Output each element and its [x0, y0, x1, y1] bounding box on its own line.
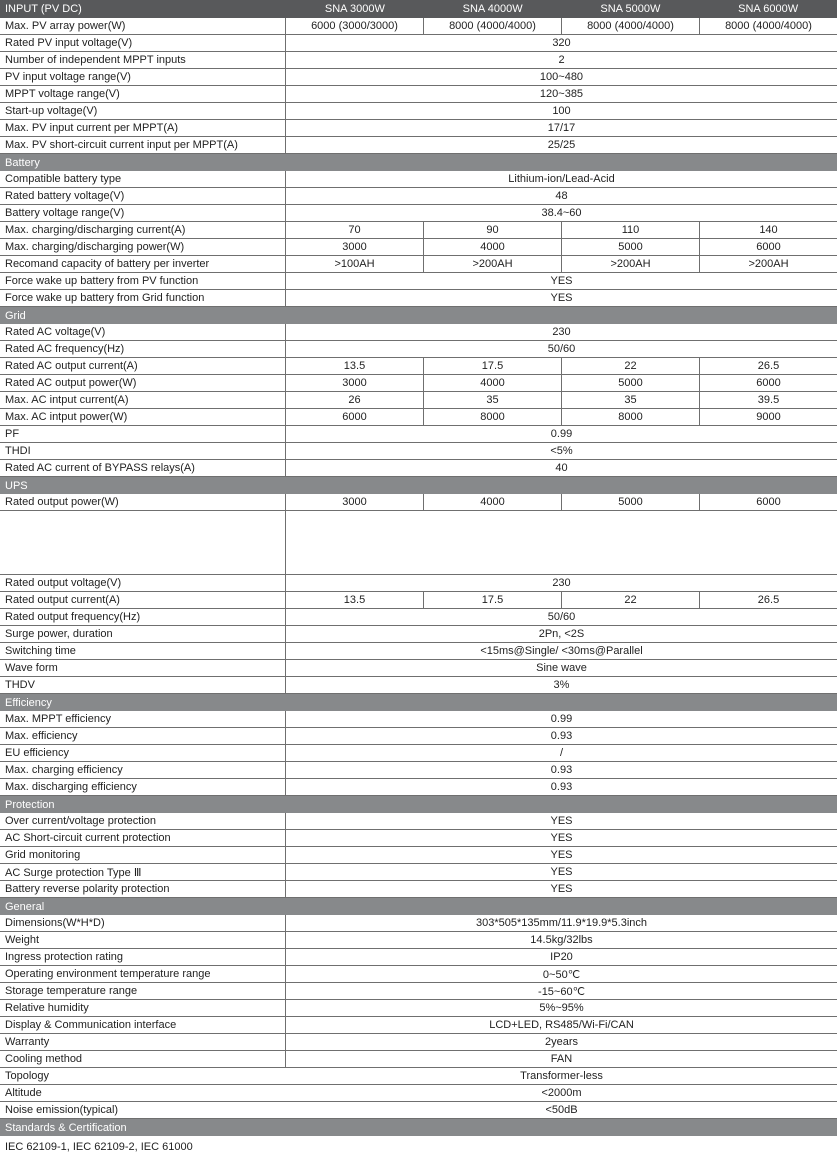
cell-value: 5%~95%	[539, 1002, 584, 1014]
cell-value: 22	[562, 592, 700, 608]
cell-value: 0.99	[550, 428, 573, 440]
cell-value: 50/60	[547, 343, 576, 355]
cell-value: 0~50℃	[542, 968, 581, 981]
cell-value: IP20	[550, 951, 573, 963]
table-row	[0, 358, 837, 375]
cell-value: 9000	[756, 411, 781, 423]
row-values	[286, 626, 837, 642]
cell-value: 6000 (3000/3000)	[286, 18, 424, 34]
cell-value: 2Pn, <2S	[538, 628, 585, 640]
cell-value: 8000	[424, 409, 562, 425]
cell-value: YES	[550, 849, 573, 861]
row-label: Weight	[0, 932, 286, 948]
row-label: Rated AC current of BYPASS relays(A)	[0, 460, 286, 476]
row-values	[286, 341, 837, 357]
row-label: Battery reverse polarity protection	[0, 881, 286, 897]
row-label: Wave form	[0, 660, 286, 676]
column-header-sna-4000w: SNA 4000W	[462, 3, 523, 15]
row-label: PV input voltage range(V)	[0, 69, 286, 85]
table-row	[0, 779, 837, 796]
row-values	[286, 711, 837, 727]
row-label: Compatible battery type	[0, 171, 286, 187]
table-row	[0, 1102, 837, 1119]
table-row	[0, 120, 837, 137]
cell-value: 14.5kg/32lbs	[530, 934, 593, 946]
table-row	[0, 171, 837, 188]
row-label: Max. PV array power(W)	[0, 18, 286, 34]
cell-value: 39.5	[757, 394, 780, 406]
row-values	[286, 1000, 837, 1016]
row-values	[286, 779, 837, 795]
cell-value: 230	[552, 577, 571, 589]
cell-value: 70	[286, 222, 424, 238]
cell-value: 0.99	[550, 713, 573, 725]
table-row	[0, 460, 837, 477]
row-label: Storage temperature range	[0, 983, 286, 999]
row-label: Dimensions(W*H*D)	[0, 915, 286, 931]
row-label: Rated AC voltage(V)	[0, 324, 286, 340]
row-values	[286, 137, 837, 153]
cell-value: >200AH	[562, 256, 700, 272]
row-values	[286, 35, 837, 51]
cell-value: 0.93	[550, 730, 573, 742]
row-values	[286, 1085, 837, 1101]
cell-value: 35	[424, 392, 562, 408]
table-row	[0, 932, 837, 949]
table-row	[0, 864, 837, 881]
row-values	[286, 660, 837, 676]
section-header: Standards & Certification	[0, 1119, 837, 1136]
row-label: Rated output current(A)	[0, 592, 286, 608]
table-row	[0, 273, 837, 290]
cell-value: 6000	[286, 409, 424, 425]
row-values	[286, 188, 837, 204]
cell-value: 8000 (4000/4000)	[424, 18, 562, 34]
table-row	[0, 239, 837, 256]
table-row	[0, 443, 837, 460]
cell-value: <15ms@Single/ <30ms@Parallel	[480, 645, 643, 657]
row-values	[286, 915, 837, 931]
row-values	[286, 592, 837, 608]
row-values	[286, 52, 837, 68]
row-values	[286, 460, 837, 476]
table-row	[0, 52, 837, 69]
cell-value: /	[559, 747, 564, 759]
table-header-row	[0, 0, 837, 18]
cell-value	[286, 511, 837, 574]
row-values	[286, 256, 837, 272]
row-label: Relative humidity	[0, 1000, 286, 1016]
row-values	[286, 120, 837, 136]
row-label: Rated AC output current(A)	[0, 358, 286, 374]
row-values	[286, 575, 837, 591]
cell-value: 17/17	[547, 122, 576, 134]
cell-value: 48	[555, 190, 568, 202]
table-row	[0, 494, 837, 511]
row-values	[286, 69, 837, 85]
row-label: Display & Communication interface	[0, 1017, 286, 1033]
cell-value: Transformer-less	[520, 1070, 603, 1082]
row-values	[286, 1034, 837, 1050]
table-row	[0, 137, 837, 154]
cell-value: 4000	[424, 375, 562, 391]
cell-value: LCD+LED, RS485/Wi-Fi/CAN	[489, 1019, 634, 1031]
cell-value: 3000	[286, 375, 424, 391]
cell-value: 4000	[424, 494, 562, 510]
row-label: AC Short-circuit current protection	[0, 830, 286, 846]
table-row	[0, 426, 837, 443]
row-values	[286, 324, 837, 340]
row-label: Rated output frequency(Hz)	[0, 609, 286, 625]
table-row	[0, 626, 837, 643]
table-row	[0, 643, 837, 660]
row-label: Topology	[5, 1070, 50, 1082]
row-label: Max. PV input current per MPPT(A)	[0, 120, 286, 136]
row-label: Altitude	[5, 1087, 42, 1099]
cell-value: 8000	[562, 409, 700, 425]
row-values	[286, 392, 837, 408]
column-header-sna-5000w: SNA 5000W	[600, 3, 661, 15]
table-row	[0, 592, 837, 609]
cell-value: YES	[550, 883, 573, 895]
table-row	[0, 205, 837, 222]
row-values	[286, 86, 837, 102]
row-values	[286, 1017, 837, 1033]
cell-value: -15~60℃	[538, 985, 585, 998]
table-row	[0, 1068, 837, 1085]
row-values	[286, 881, 837, 897]
table-row	[0, 392, 837, 409]
row-values	[286, 677, 837, 693]
table-row	[0, 949, 837, 966]
cell-value: 26.5	[757, 360, 780, 372]
cell-value: YES	[550, 866, 573, 878]
table-row	[0, 1034, 837, 1051]
row-label: Warranty	[0, 1034, 286, 1050]
row-values	[286, 847, 837, 863]
cell-value: YES	[550, 275, 573, 287]
cell-value: 90	[424, 222, 562, 238]
cell-value: 5000	[562, 494, 700, 510]
table-row	[0, 256, 837, 273]
row-label: Max. MPPT efficiency	[0, 711, 286, 727]
cell-value: 230	[552, 326, 571, 338]
table-row	[0, 290, 837, 307]
row-values	[286, 932, 837, 948]
cell-value: YES	[550, 292, 573, 304]
cell-value: 0.93	[550, 764, 573, 776]
table-row	[0, 222, 837, 239]
row-values	[286, 18, 837, 34]
table-row	[0, 711, 837, 728]
row-label: Number of independent MPPT inputs	[0, 52, 286, 68]
cell-value: <5%	[550, 445, 573, 457]
table-header-title: INPUT (PV DC)	[5, 3, 82, 15]
table-row	[0, 575, 837, 592]
table-body	[0, 18, 837, 1153]
table-row	[0, 324, 837, 341]
row-values	[286, 375, 837, 391]
row-label: THDV	[0, 677, 286, 693]
cell-value: FAN	[550, 1053, 573, 1065]
row-values	[286, 409, 837, 425]
table-row	[0, 677, 837, 694]
cell-value: 8000 (4000/4000)	[562, 18, 700, 34]
row-values	[286, 205, 837, 221]
certification-text: IEC 62109-1, IEC 62109-2, IEC 61000	[5, 1141, 193, 1153]
row-label: THDI	[0, 443, 286, 459]
row-values	[286, 511, 837, 574]
table-row	[0, 745, 837, 762]
cell-value: 5000	[562, 239, 700, 255]
table-row	[0, 847, 837, 864]
section-header: Grid	[0, 307, 837, 324]
table-row	[0, 18, 837, 35]
row-label: Switching time	[0, 643, 286, 659]
row-label: Rated battery voltage(V)	[0, 188, 286, 204]
cell-value: 5000	[562, 375, 700, 391]
table-row	[0, 1000, 837, 1017]
table-row	[0, 983, 837, 1000]
row-values	[286, 1102, 837, 1118]
row-label: Max. charging efficiency	[0, 762, 286, 778]
section-header: Efficiency	[0, 694, 837, 711]
cell-value: 17.5	[424, 358, 562, 374]
table-row	[0, 409, 837, 426]
row-label	[0, 511, 286, 574]
row-label: Grid monitoring	[0, 847, 286, 863]
section-header: General	[0, 898, 837, 915]
row-values	[286, 290, 837, 306]
row-values	[286, 443, 837, 459]
row-label: Recomand capacity of battery per inverter	[0, 256, 286, 272]
cell-value: 303*505*135mm/11.9*19.9*5.3inch	[475, 917, 648, 929]
row-values	[286, 813, 837, 829]
row-values	[286, 358, 837, 374]
cell-value: 6000	[756, 241, 781, 253]
section-header: Protection	[0, 796, 837, 813]
row-label: EU efficiency	[0, 745, 286, 761]
table-row	[0, 728, 837, 745]
row-label: Max. AC intput power(W)	[0, 409, 286, 425]
row-label: Battery voltage range(V)	[0, 205, 286, 221]
row-label: Surge power, duration	[0, 626, 286, 642]
cell-value: 25/25	[547, 139, 576, 151]
cell-value: 8000 (4000/4000)	[725, 20, 812, 32]
cell-value: 120~385	[539, 88, 584, 100]
row-values	[286, 949, 837, 965]
row-label: Rated output voltage(V)	[0, 575, 286, 591]
cell-value: 3000	[286, 494, 424, 510]
cell-value: 2years	[544, 1036, 579, 1048]
column-header-sna-3000w: SNA 3000W	[324, 3, 385, 15]
row-label: Max. discharging efficiency	[0, 779, 286, 795]
row-values	[286, 830, 837, 846]
row-values	[286, 1068, 837, 1084]
cell-value: 13.5	[286, 358, 424, 374]
cell-value: 3%	[553, 679, 570, 691]
table-row	[0, 881, 837, 898]
table-row	[0, 35, 837, 52]
row-label: Start-up voltage(V)	[0, 103, 286, 119]
cell-value: 6000	[756, 496, 781, 508]
cell-value: >100AH	[286, 256, 424, 272]
row-label: PF	[0, 426, 286, 442]
table-row	[0, 1017, 837, 1034]
cell-value: 17.5	[424, 592, 562, 608]
table-row	[0, 103, 837, 120]
cell-value: 110	[562, 222, 700, 238]
cell-value: 13.5	[286, 592, 424, 608]
row-values	[286, 762, 837, 778]
row-label: Rated PV input voltage(V)	[0, 35, 286, 51]
cell-value: 22	[562, 358, 700, 374]
row-values	[286, 103, 837, 119]
cell-value: 38.4~60	[541, 207, 582, 219]
table-row	[0, 1085, 837, 1102]
cell-value: 35	[562, 392, 700, 408]
cell-value: <2000m	[541, 1087, 582, 1099]
cell-value: YES	[550, 832, 573, 844]
row-values	[286, 1051, 837, 1067]
cell-value: >200AH	[748, 258, 789, 270]
row-label: Max. charging/discharging current(A)	[0, 222, 286, 238]
table-row	[0, 660, 837, 677]
row-label: Operating environment temperature range	[0, 966, 286, 982]
row-values	[286, 494, 837, 510]
cell-value: 26.5	[757, 594, 780, 606]
row-values	[286, 426, 837, 442]
cell-value: >200AH	[424, 256, 562, 272]
row-label: AC Surge protection Type Ⅲ	[0, 864, 286, 880]
table-row	[0, 511, 837, 575]
row-label: Cooling method	[0, 1051, 286, 1067]
row-label: MPPT voltage range(V)	[0, 86, 286, 102]
cell-value: 2	[558, 54, 565, 66]
cell-value: 26	[286, 392, 424, 408]
cell-value: 140	[759, 224, 778, 236]
table-row	[0, 341, 837, 358]
table-row	[0, 813, 837, 830]
cell-value: 40	[555, 462, 568, 474]
cell-value: 0.93	[550, 781, 573, 793]
table-row	[0, 609, 837, 626]
row-label: Rated AC output power(W)	[0, 375, 286, 391]
row-label: Over current/voltage protection	[0, 813, 286, 829]
cell-value: 100~480	[539, 71, 584, 83]
section-header: UPS	[0, 477, 837, 494]
table-row	[0, 915, 837, 932]
section-header: Battery	[0, 154, 837, 171]
table-row	[0, 966, 837, 983]
row-label: Noise emission(typical)	[5, 1104, 119, 1116]
row-values	[286, 864, 837, 880]
row-values	[286, 222, 837, 238]
table-row	[0, 375, 837, 392]
row-label: Ingress protection rating	[0, 949, 286, 965]
row-values	[286, 983, 837, 999]
row-values	[286, 609, 837, 625]
cell-value: 4000	[424, 239, 562, 255]
table-row	[0, 86, 837, 103]
row-values	[286, 966, 837, 982]
cell-value: <50dB	[545, 1104, 578, 1116]
row-label: Force wake up battery from PV function	[0, 273, 286, 289]
cell-value: 100	[552, 105, 571, 117]
table-row	[0, 830, 837, 847]
cell-value: 6000	[756, 377, 781, 389]
table-row	[0, 188, 837, 205]
row-label: Rated AC frequency(Hz)	[0, 341, 286, 357]
row-label: Max. AC intput current(A)	[0, 392, 286, 408]
cell-value: 50/60	[547, 611, 576, 623]
row-values	[286, 273, 837, 289]
cell-value: YES	[550, 815, 573, 827]
row-values	[286, 643, 837, 659]
row-values	[286, 728, 837, 744]
row-label: Force wake up battery from Grid function	[0, 290, 286, 306]
row-values	[286, 171, 837, 187]
table-row	[0, 69, 837, 86]
row-label: Max. charging/discharging power(W)	[0, 239, 286, 255]
row-label: Max. efficiency	[0, 728, 286, 744]
table-row	[0, 1051, 837, 1068]
cell-value: 3000	[286, 239, 424, 255]
row-values	[286, 239, 837, 255]
cell-value: Lithium-ion/Lead-Acid	[508, 173, 615, 185]
cell-value: 320	[552, 37, 571, 49]
row-label: Max. PV short-circuit current input per MPPT(A)	[0, 137, 286, 153]
table-row	[0, 762, 837, 779]
column-header-sna-6000w: SNA 6000W	[738, 3, 799, 15]
row-values	[286, 745, 837, 761]
cell-value: Sine wave	[536, 662, 587, 674]
row-label: Rated output power(W)	[0, 494, 286, 510]
